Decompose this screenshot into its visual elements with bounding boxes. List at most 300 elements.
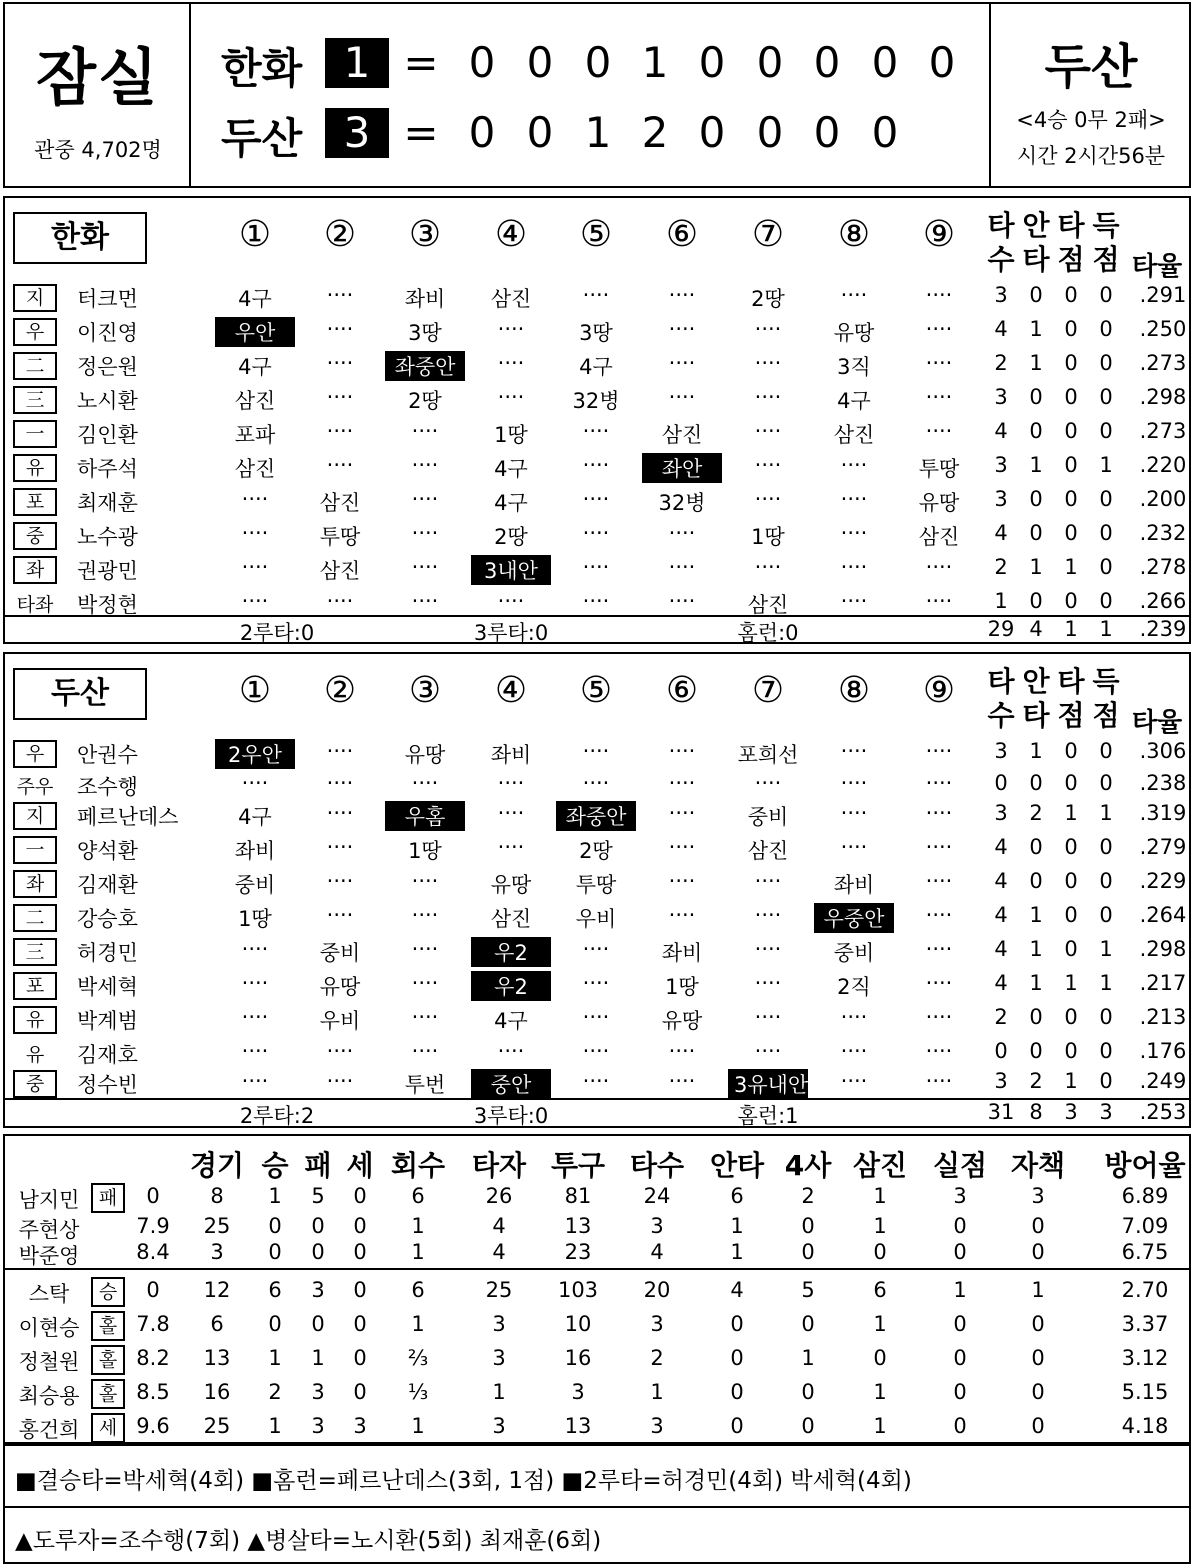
at-bat-result: 유땅 <box>490 873 532 897</box>
batting-stat: .279 <box>1139 835 1187 859</box>
inning-header: ⑧ <box>837 670 871 711</box>
team-name-box: 두산 <box>13 668 147 720</box>
at-bat-result: ···· <box>754 555 782 579</box>
at-bat-result: ···· <box>668 589 696 613</box>
at-bat-result: 삼진 <box>319 559 361 583</box>
at-bat-result: ···· <box>241 1039 269 1063</box>
batting-stat: 0 <box>1099 419 1113 443</box>
player-name: 터크먼 <box>77 287 138 311</box>
batting-stat: 0 <box>1099 385 1113 409</box>
at-bat-result: ···· <box>925 283 953 307</box>
batting-stat: 0 <box>1029 521 1043 545</box>
at-bat-result: 1땅 <box>238 907 272 931</box>
player-name: 박계범 <box>77 1009 138 1033</box>
batting-stat: 1 <box>1029 317 1043 341</box>
pitching-stat: 6 <box>873 1278 887 1302</box>
pitching-stat: 1 <box>730 1214 744 1238</box>
batting-stat: 1 <box>1029 903 1043 927</box>
at-bat-result: 3유내안 <box>728 1069 808 1099</box>
batting-stat: 4 <box>994 835 1008 859</box>
inning-header: ⑧ <box>837 214 871 255</box>
inning-score: 0 <box>871 38 899 87</box>
batting-stat: 0 <box>1064 835 1078 859</box>
pitching-stat: 0 <box>953 1312 967 1336</box>
stat-header-top: 타 <box>1057 209 1085 242</box>
at-bat-result: ···· <box>582 589 610 613</box>
attendance: 관중 4,702명 <box>34 138 162 162</box>
stat-header-bottom: 수 <box>987 699 1015 732</box>
position-box: 포 <box>13 488 57 516</box>
batting-total: 1 <box>1064 617 1078 641</box>
notes-line-1: ■결승타=박세혁(4회) ■홈런=페르난데스(3회, 1점) ■2루타=허경민(4회) 박세혁(4회) <box>15 1468 912 1494</box>
inning-header: ① <box>238 214 272 255</box>
batting-stat: 0 <box>1064 589 1078 613</box>
pitching-stat: 26 <box>485 1184 513 1208</box>
pitching-stat: ⅓ <box>407 1380 429 1404</box>
inning-header: ③ <box>408 670 442 711</box>
inning-score: 0 <box>468 38 496 87</box>
pitching-stat: 3 <box>571 1380 585 1404</box>
pitching-stat: 1 <box>268 1346 282 1370</box>
at-bat-result: ···· <box>582 971 610 995</box>
batting-stat: .238 <box>1139 771 1187 795</box>
pitching-stat: 6.89 <box>1121 1184 1169 1208</box>
pitching-stat: 0 <box>353 1214 367 1238</box>
batting-stat: 0 <box>1064 453 1078 477</box>
batting-stat: 2 <box>1029 801 1043 825</box>
at-bat-result: 삼진 <box>833 423 875 447</box>
pitching-stat: 0 <box>730 1414 744 1438</box>
at-bat-result: 32병 <box>658 491 706 515</box>
batting-stat: .306 <box>1139 739 1187 763</box>
pitching-stat: 5 <box>801 1278 815 1302</box>
pitching-stat: 3 <box>210 1240 224 1264</box>
at-bat-result: ···· <box>754 419 782 443</box>
batting-stat: 0 <box>1029 589 1043 613</box>
at-bat-result: ···· <box>925 869 953 893</box>
batting-stat: 1 <box>1099 971 1113 995</box>
pitching-stat: 3 <box>311 1380 325 1404</box>
pitching-stat: 25 <box>203 1414 231 1438</box>
decision-box: 홀 <box>91 1379 125 1409</box>
at-bat-result: 포희선 <box>737 743 799 767</box>
at-bat-result: 유땅 <box>833 321 875 345</box>
at-bat-result: ···· <box>411 1039 439 1063</box>
player-name: 김재환 <box>77 873 138 897</box>
batting-stat: 0 <box>1099 739 1113 763</box>
at-bat-result: ···· <box>668 771 696 795</box>
position-box: 좌 <box>13 556 57 584</box>
inning-score: 0 <box>526 38 554 87</box>
at-bat-result: 중비 <box>833 941 875 965</box>
inning-score: 0 <box>698 38 726 87</box>
pitching-stat: 16 <box>564 1346 592 1370</box>
at-bat-result: ···· <box>925 555 953 579</box>
batting-total: 1 <box>1099 617 1113 641</box>
avg-header: 타율 <box>1131 708 1183 738</box>
position-box: 중 <box>13 1070 57 1098</box>
batting-stat: 0 <box>1099 835 1113 859</box>
stat-header-top: 타 <box>1057 665 1085 698</box>
decision-box: 세 <box>91 1413 125 1443</box>
at-bat-result: ···· <box>754 1039 782 1063</box>
at-bat-result: ···· <box>840 1039 868 1063</box>
pitcher-name: 남지민 <box>18 1188 80 1212</box>
at-bat-result: 우2 <box>471 971 551 1001</box>
pitching-stat: 12 <box>203 1278 231 1302</box>
batting-stat: 3 <box>994 1069 1008 1093</box>
footer-homeruns: 홈런:0 <box>737 621 799 645</box>
batting-stat: 3 <box>994 801 1008 825</box>
at-bat-result: 1땅 <box>408 839 442 863</box>
pitching-stat: 0 <box>730 1346 744 1370</box>
pitching-stat: 0 <box>1031 1346 1045 1370</box>
batting-stat: 1 <box>1064 971 1078 995</box>
pitching-stat: 0 <box>873 1240 887 1264</box>
player-name: 강승호 <box>77 907 138 931</box>
pitching-stat: 16 <box>203 1380 231 1404</box>
footer-doubles: 2루타:2 <box>239 1104 315 1128</box>
at-bat-result: ···· <box>925 771 953 795</box>
inning-score: 0 <box>584 38 612 87</box>
at-bat-result: 삼진 <box>490 907 532 931</box>
batting-stat: .229 <box>1139 869 1187 893</box>
at-bat-result: ···· <box>497 835 525 859</box>
batting-stat: 4 <box>994 937 1008 961</box>
at-bat-result: 투번 <box>404 1073 446 1097</box>
batting-stat: 1 <box>1099 937 1113 961</box>
pitching-stat: 0 <box>801 1414 815 1438</box>
at-bat-result: ···· <box>925 739 953 763</box>
at-bat-result: 투땅 <box>918 457 960 481</box>
batting-stat: 0 <box>1029 385 1043 409</box>
at-bat-result: 좌비 <box>661 941 703 965</box>
pitching-stat: 8 <box>210 1184 224 1208</box>
inning-score: 0 <box>526 108 554 157</box>
batting-stat: 0 <box>1099 521 1113 545</box>
pitching-stat: 3 <box>311 1278 325 1302</box>
at-bat-result: ···· <box>241 937 269 961</box>
inning-header: ① <box>238 670 272 711</box>
at-bat-result: ···· <box>925 1069 953 1093</box>
pitching-stat: 1 <box>411 1312 425 1336</box>
inning-header: ⑤ <box>579 214 613 255</box>
batting-stat: 3 <box>994 739 1008 763</box>
line-score-runs: 3 <box>325 108 389 158</box>
at-bat-result: ···· <box>497 1039 525 1063</box>
pitching-stat: 3 <box>492 1346 506 1370</box>
pitching-stat: 1 <box>953 1278 967 1302</box>
at-bat-result: ···· <box>326 739 354 763</box>
decision-box: 패 <box>91 1183 125 1213</box>
pitching-stat: 3 <box>650 1414 664 1438</box>
at-bat-result: 삼진 <box>661 423 703 447</box>
at-bat-result: ···· <box>582 521 610 545</box>
at-bat-result: ···· <box>326 589 354 613</box>
at-bat-result: ···· <box>754 453 782 477</box>
batting-total: 29 <box>987 617 1015 641</box>
pitching-header: 4사 <box>784 1149 832 1182</box>
batting-stat: .266 <box>1139 589 1187 613</box>
decision-box: 홀 <box>91 1311 125 1341</box>
at-bat-result: 유땅 <box>661 1009 703 1033</box>
at-bat-result: 삼진 <box>747 593 789 617</box>
at-bat-result: ···· <box>925 317 953 341</box>
at-bat-result: 3땅 <box>579 321 613 345</box>
batting-stat: 4 <box>994 317 1008 341</box>
line-score-equals: = <box>403 38 439 87</box>
at-bat-result: 32병 <box>572 389 620 413</box>
at-bat-result: ···· <box>497 385 525 409</box>
pitching-stat: 2 <box>650 1346 664 1370</box>
footer-triples: 3루타:0 <box>473 1104 549 1128</box>
pitching-stat: 0 <box>311 1214 325 1238</box>
pitching-stat: 13 <box>564 1414 592 1438</box>
batting-stat: .232 <box>1139 521 1187 545</box>
position-box: 三 <box>13 938 57 966</box>
player-name: 이진영 <box>77 321 138 345</box>
at-bat-result: 3내안 <box>471 555 551 585</box>
position-box: 유 <box>13 1006 57 1034</box>
at-bat-result: 1땅 <box>751 525 785 549</box>
at-bat-result: ···· <box>840 453 868 477</box>
entry-inning: 8.5 <box>136 1380 170 1404</box>
at-bat-result: ···· <box>241 521 269 545</box>
at-bat-result: 유땅 <box>918 491 960 515</box>
at-bat-result: 2직 <box>837 975 871 999</box>
footer-triples: 3루타:0 <box>473 621 549 645</box>
at-bat-result: ···· <box>326 283 354 307</box>
batting-stat: 1 <box>1029 971 1043 995</box>
batting-stat: .319 <box>1139 801 1187 825</box>
at-bat-result: ···· <box>754 487 782 511</box>
at-bat-result: ···· <box>497 317 525 341</box>
pitching-stat: 3 <box>953 1184 967 1208</box>
inning-header: ④ <box>494 670 528 711</box>
batting-stat: 4 <box>994 419 1008 443</box>
pitching-stat: ⅔ <box>407 1346 429 1370</box>
batting-stat: 0 <box>1099 1069 1113 1093</box>
pitching-stat: 0 <box>953 1414 967 1438</box>
inning-score: 0 <box>756 108 784 157</box>
batting-stat: 0 <box>1099 317 1113 341</box>
pitching-stat: 0 <box>801 1240 815 1264</box>
at-bat-result: ···· <box>925 937 953 961</box>
pitching-stat: 0 <box>1031 1214 1045 1238</box>
at-bat-result: ···· <box>840 487 868 511</box>
batting-stat: 1 <box>1064 555 1078 579</box>
batting-stat: 1 <box>1029 739 1043 763</box>
inning-header: ⑦ <box>751 214 785 255</box>
pitching-stat: 6 <box>730 1184 744 1208</box>
batting-stat: 0 <box>1064 1005 1078 1029</box>
at-bat-result: ···· <box>582 937 610 961</box>
batting-stat: 0 <box>1099 903 1113 927</box>
position-box: 一 <box>13 836 57 864</box>
at-bat-result: ···· <box>840 801 868 825</box>
at-bat-result: ···· <box>754 351 782 375</box>
at-bat-result: ···· <box>582 739 610 763</box>
pitching-stat: 0 <box>311 1240 325 1264</box>
team-name-box: 한화 <box>13 212 147 264</box>
batting-stat: 0 <box>1099 555 1113 579</box>
pitcher-name: 주현상 <box>18 1218 80 1242</box>
batting-stat: 0 <box>1029 869 1043 893</box>
batting-stat: .176 <box>1139 1039 1187 1063</box>
pitching-stat: 3 <box>353 1414 367 1438</box>
pitching-stat: 3 <box>650 1312 664 1336</box>
batting-stat: 4 <box>994 521 1008 545</box>
pitching-stat: 4 <box>650 1240 664 1264</box>
batting-stat: 4 <box>994 971 1008 995</box>
batting-stat: 0 <box>1064 771 1078 795</box>
entry-inning: 0 <box>146 1278 160 1302</box>
batting-stat: 3 <box>994 487 1008 511</box>
at-bat-result: 삼진 <box>319 491 361 515</box>
entry-inning: 8.2 <box>136 1346 170 1370</box>
at-bat-result: 삼진 <box>234 457 276 481</box>
inning-score: 0 <box>756 38 784 87</box>
position-box: 지 <box>13 802 57 830</box>
inning-score: 0 <box>468 108 496 157</box>
at-bat-result: ···· <box>754 1005 782 1029</box>
pitching-stat: 6 <box>210 1312 224 1336</box>
batting-stat: .298 <box>1139 385 1187 409</box>
at-bat-result: 4구 <box>494 457 528 481</box>
pitching-stat: 5.15 <box>1121 1380 1169 1404</box>
batting-stat: 0 <box>1029 835 1043 859</box>
stat-header-top: 득 <box>1092 209 1120 242</box>
pitching-stat: 0 <box>953 1240 967 1264</box>
batting-stat: 0 <box>1064 869 1078 893</box>
line-score-team: 두산 <box>221 114 303 163</box>
position-box: 三 <box>13 386 57 414</box>
batting-stat: 0 <box>1064 739 1078 763</box>
batting-stat: 1 <box>1029 351 1043 375</box>
at-bat-result: ···· <box>925 589 953 613</box>
pitching-stat: 1 <box>873 1380 887 1404</box>
at-bat-result: ···· <box>326 419 354 443</box>
at-bat-result: ···· <box>241 1005 269 1029</box>
batting-stat: .250 <box>1139 317 1187 341</box>
batting-stat: 0 <box>1064 521 1078 545</box>
batting-stat: .200 <box>1139 487 1187 511</box>
at-bat-result: 투땅 <box>319 525 361 549</box>
inning-score: 0 <box>698 108 726 157</box>
pitching-stat: 0 <box>353 1278 367 1302</box>
pitching-stat: 1 <box>268 1184 282 1208</box>
player-name: 박정현 <box>77 593 138 617</box>
position-box: 二 <box>13 352 57 380</box>
at-bat-result: 중비 <box>234 873 276 897</box>
winner-team: 두산 <box>1044 39 1138 95</box>
at-bat-result: ···· <box>241 1069 269 1093</box>
pitching-stat: 0 <box>1031 1380 1045 1404</box>
player-name: 정은원 <box>77 355 138 379</box>
pitching-stat: 0 <box>311 1312 325 1336</box>
pitcher-name: 박준영 <box>18 1244 80 1268</box>
pitcher-name: 최승용 <box>18 1384 80 1408</box>
inning-score: 0 <box>871 108 899 157</box>
at-bat-result: ···· <box>326 1039 354 1063</box>
pitching-stat: 0 <box>730 1312 744 1336</box>
pitching-stat: 0 <box>801 1380 815 1404</box>
at-bat-result: ···· <box>411 487 439 511</box>
pitching-header: 타수 <box>629 1149 685 1182</box>
at-bat-result: ···· <box>326 1069 354 1093</box>
pitching-stat: 1 <box>873 1414 887 1438</box>
at-bat-result: 4구 <box>238 355 272 379</box>
batting-stat: .220 <box>1139 453 1187 477</box>
at-bat-result: 좌비 <box>833 873 875 897</box>
at-bat-result: 4구 <box>494 1009 528 1033</box>
batting-stat: .298 <box>1139 937 1187 961</box>
at-bat-result: ···· <box>840 555 868 579</box>
at-bat-result: ···· <box>925 351 953 375</box>
batting-stat: 0 <box>1064 351 1078 375</box>
at-bat-result: ···· <box>411 419 439 443</box>
pitching-stat: 1 <box>1031 1278 1045 1302</box>
inning-header: ⑤ <box>579 670 613 711</box>
stat-header-top: 타 <box>987 665 1015 698</box>
at-bat-result: ···· <box>497 351 525 375</box>
pitcher-name: 스탁 <box>28 1282 70 1306</box>
batting-stat: .273 <box>1139 419 1187 443</box>
at-bat-result: 좌비 <box>234 839 276 863</box>
at-bat-result: ···· <box>241 487 269 511</box>
at-bat-result: 4구 <box>238 805 272 829</box>
at-bat-result: ···· <box>241 771 269 795</box>
pitching-stat: 0 <box>353 1346 367 1370</box>
at-bat-result: ···· <box>582 283 610 307</box>
pitching-stat: 3.12 <box>1121 1346 1169 1370</box>
pitching-stat: 0 <box>953 1346 967 1370</box>
inning-score: 1 <box>641 38 669 87</box>
batting-stat: 1 <box>1029 453 1043 477</box>
pitching-stat: 1 <box>873 1312 887 1336</box>
batting-total: 3 <box>1099 1100 1113 1124</box>
at-bat-result: ···· <box>925 1039 953 1063</box>
player-name: 김인환 <box>77 423 138 447</box>
at-bat-result: ···· <box>326 453 354 477</box>
at-bat-result: ···· <box>582 555 610 579</box>
at-bat-result: ···· <box>411 937 439 961</box>
pitching-stat: 0 <box>1031 1240 1045 1264</box>
at-bat-result: 2땅 <box>408 389 442 413</box>
pitching-stat: 3 <box>1031 1184 1045 1208</box>
pitching-stat: 1 <box>411 1414 425 1438</box>
at-bat-result: ···· <box>411 869 439 893</box>
pitching-stat: 6 <box>268 1278 282 1302</box>
stat-header-bottom: 타 <box>1022 699 1050 732</box>
pitching-header: 실점 <box>932 1149 988 1182</box>
pitching-stat: 0 <box>268 1214 282 1238</box>
batting-stat: 0 <box>1029 1005 1043 1029</box>
batting-total: 4 <box>1029 617 1043 641</box>
pitching-header: 타자 <box>471 1149 527 1182</box>
batting-stat: 0 <box>1064 419 1078 443</box>
player-name: 노수광 <box>77 525 138 549</box>
entry-inning: 7.8 <box>136 1312 170 1336</box>
pitching-stat: 3 <box>492 1312 506 1336</box>
batting-stat: 0 <box>1064 385 1078 409</box>
game-duration: 시간 2시간56분 <box>1016 144 1166 168</box>
footer-doubles: 2루타:0 <box>239 621 315 645</box>
batting-total: 3 <box>1064 1100 1078 1124</box>
at-bat-result: ···· <box>840 521 868 545</box>
at-bat-result: ···· <box>668 1039 696 1063</box>
inning-header: ② <box>323 214 357 255</box>
